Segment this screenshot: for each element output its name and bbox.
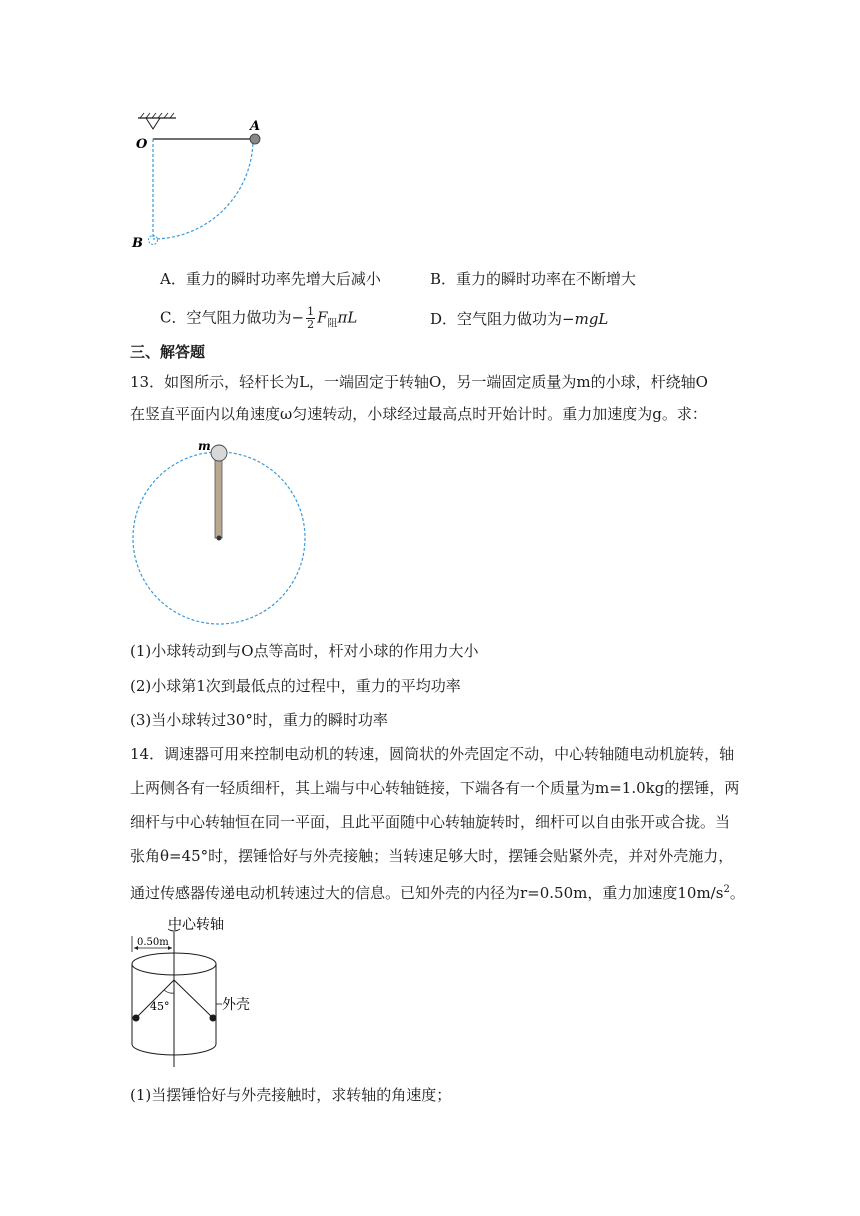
shell-label: 外壳 (222, 997, 250, 1013)
q14-line-3: 细杆与中心转轴恒在同一平面，且此平面随中心转轴旋转时，细杆可以自由张开或合拢。当 (130, 813, 731, 831)
q13-sub-2: (2)小球第1次到最低点的过程中，重力的平均功率 (130, 677, 461, 695)
bob-right (210, 1015, 217, 1022)
q13-sub-3: (3)当小球转过30°时，重力的瞬时功率 (130, 711, 388, 729)
q14-sub-1: (1)当摆锤恰好与外壳接触时，求转轴的角速度； (130, 1086, 452, 1104)
axis-o (217, 536, 222, 541)
axis-label: 中心转轴 (168, 917, 224, 933)
option-a: A．重力的瞬时功率先增大后减小 (160, 270, 381, 288)
pendulum-arc-figure (128, 112, 278, 252)
option-b: B．重力的瞬时功率在不断增大 (430, 270, 637, 288)
bob-left (133, 1015, 140, 1022)
ceiling-support (138, 113, 176, 129)
q14-line-5: 通过传感器传递电动机转速过大的信息。已知外壳的内径为r=0.50m，重力加速度$10m/s^2$。 (130, 884, 745, 902)
swing-arc (153, 139, 253, 239)
q13-line-2: 在竖直平面内以角速度ω匀速转动，小球经过最高点时开始计时。重力加速度为g。求： (130, 405, 707, 423)
rod (215, 459, 222, 538)
section-title: 三、解答题 (130, 343, 206, 361)
ball-at-a (250, 134, 260, 144)
label-m: m (198, 439, 211, 453)
option-d: D．空气阻力做功为−mgL (430, 310, 609, 328)
q13-sub-1: (1)小球转动到与O点等高时，杆对小球的作用力大小 (130, 642, 479, 660)
radius-label: 0.50m (137, 937, 169, 948)
rotating-rod-figure (128, 434, 310, 626)
q14-line-1: 14．调速器可用来控制电动机的转速，圆筒状的外壳固定不动，中心转轴随电动机旋转，轴 (130, 745, 735, 763)
label-b: B (132, 236, 143, 251)
angle-label: 45° (150, 1000, 170, 1013)
rod-right (174, 980, 213, 1018)
label-a: A (250, 119, 261, 134)
fraction-half: $\frac{1}{2}$ (307, 305, 315, 331)
q13-line-1: 13．如图所示，轻杆长为L，一端固定于转轴O，另一端固定质量为m的小球，杆绕轴O (130, 373, 708, 391)
angle-arc (164, 990, 174, 993)
q14-line-4: 张角θ=45°时，摆锤恰好与外壳接触；当转速足够大时，摆锤会贴紧外壳，并对外壳施力， (130, 847, 734, 865)
option-c: C．空气阻力做功为− $\frac{1}{2}$ $F_阻\pi L$ (160, 305, 358, 331)
q14-line-2: 上两侧各有一轻质细杆，其上端与中心转轴链接，下端各有一个质量为m=1.0kg的摆锤，两 (130, 779, 740, 797)
ball-m (211, 445, 227, 461)
governor-figure (126, 912, 266, 1072)
label-o: O (136, 137, 148, 152)
